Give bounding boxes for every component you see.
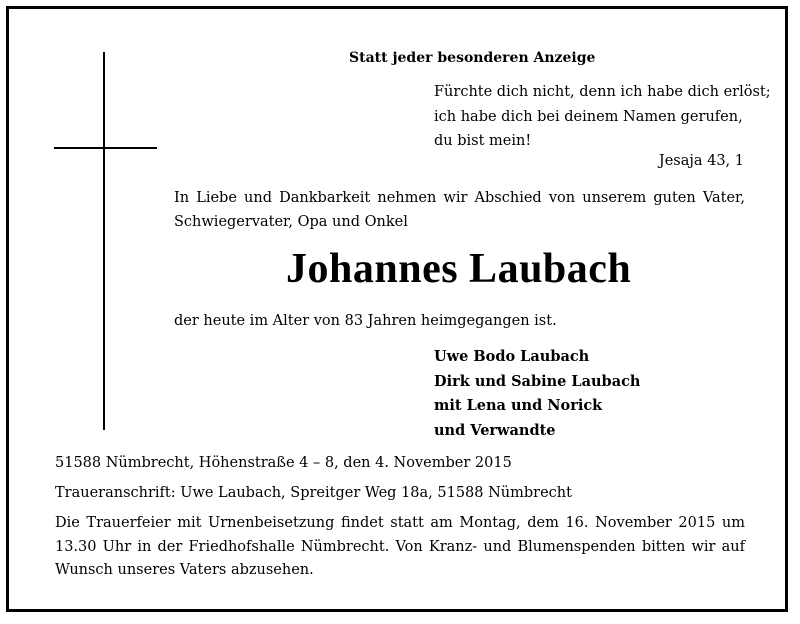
mourners-list bbox=[434, 345, 640, 443]
verse-line: du bist mein! bbox=[434, 133, 532, 149]
funeral-info: Die Trauerfeier mit Urnenbeisetzung findet statt am Montag, dem 16. November 2015 um 13.30 Uhr in der Friedhofshalle Nümbrecht. Von Kranz- und Blumenspenden bitten wir auf Wunsch unseres Vaters abzusehen. bbox=[55, 515, 745, 578]
verse-line: ich habe dich bei deinem Namen gerufen, bbox=[434, 108, 743, 125]
age-line: der heute im Alter von 83 Jahren heimgegangen ist. bbox=[174, 313, 557, 329]
verse-reference: Jesaja 43, 1 bbox=[658, 153, 744, 169]
verse-line: Fürchte dich nicht, denn ich habe dich erlöst; bbox=[434, 84, 771, 100]
cross-icon bbox=[103, 52, 105, 430]
mourner-item: mit Lena und Norick bbox=[434, 397, 603, 414]
notice-heading: Statt jeder besonderen Anzeige bbox=[349, 50, 596, 66]
cross-icon-bar bbox=[54, 147, 157, 149]
mourner-item: Uwe Bodo Laubach bbox=[434, 348, 590, 365]
place-date: 51588 Nümbrecht, Höhenstraße 4 – 8, den 4. November 2015 bbox=[55, 455, 512, 471]
mourner-item: und Verwandte bbox=[434, 421, 556, 439]
deceased-name: Johannes Laubach bbox=[286, 246, 632, 292]
intro-text: In Liebe und Dankbarkeit nehmen wir Abschied von unserem guten Vater, Schwiegervater, Opa und Onkel bbox=[174, 190, 745, 230]
mourner-item: Dirk und Sabine Laubach bbox=[434, 372, 641, 390]
mourning-address: Traueranschrift: Uwe Laubach, Spreitger Weg 18a, 51588 Nümbrecht bbox=[55, 485, 572, 501]
bible-verse bbox=[434, 80, 771, 154]
